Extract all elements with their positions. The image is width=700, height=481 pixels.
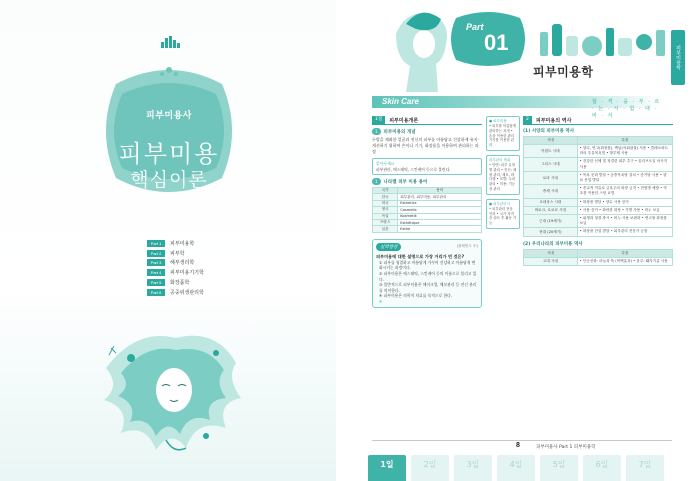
part-number: 01: [484, 30, 509, 55]
table-cell: 피부관리, 피부미용, 피부관리: [398, 194, 482, 200]
part-item: [147, 249, 204, 258]
table-cell: 독일: [373, 213, 398, 219]
table-cell: Esthétique: [398, 219, 482, 225]
section-header: [372, 116, 482, 125]
part-item: [147, 239, 204, 248]
subsection-title: 피부미용의 개념: [383, 129, 416, 135]
quiz-option: ② 피부미용은 에스테틱, 스킨케어 등의 이름으로 불리고 있다.: [379, 270, 477, 282]
side-note: [486, 199, 520, 229]
quiz-frequency: (출제빈도 中): [456, 244, 478, 249]
part-name: 화장품학: [170, 279, 190, 286]
table-cell: 일본: [373, 226, 398, 232]
table-cell: 프랑스: [373, 219, 398, 225]
cover-label: 피부미용사: [146, 111, 192, 121]
table-row: [524, 215, 673, 228]
quiz-option: ③ 일반적으로 피부미용은 메이크업, 체모관리 등 전신 관리를 의미한다.: [379, 282, 477, 293]
skin-care-ribbon: [372, 96, 662, 119]
tip-box: [372, 158, 482, 175]
table-cell: 미국: [373, 200, 398, 206]
part-item: [147, 288, 204, 297]
history-subtitle: (2) 우리나라의 피부미용 역사: [523, 241, 583, 247]
subsection-badge: 1: [372, 128, 381, 135]
tip-text: 피부관리, 에스테틱, 스킨케어 등으로 불린다.: [376, 167, 451, 172]
tab-day-3[interactable]: 3일: [454, 455, 492, 481]
table-cell: Kosmetik: [398, 213, 482, 219]
part-tag: Part 4: [147, 269, 165, 276]
table-cell: 영국: [373, 207, 398, 213]
desc-cell: • 화장품 산업 발달 • 피부관리 전문가 등장: [577, 228, 672, 236]
side-note-title: ● 피부관리사: [489, 201, 511, 206]
quiz-question: 피부미용에 대한 설명으로 가장 거리가 먼 것은?: [376, 253, 465, 259]
tip-title: 알아두세요: [376, 161, 395, 166]
right-content-page: [356, 0, 700, 481]
part-tag: Part 1: [147, 240, 165, 247]
table-header-row: [524, 137, 673, 145]
desc-cell: • 화장품 발달 • 향수 사용 증가: [577, 198, 672, 206]
side-note: [486, 116, 520, 151]
side-note-text: • 안면: 피부 유형별 관리 • 전신: 체형 관리, 제모, 바디랩 • 모발: 두피 관리 • 미용: 기능성 관리: [489, 162, 517, 191]
section-number: 1절: [372, 116, 385, 124]
subsection-header: [372, 128, 482, 135]
table-row: [524, 206, 673, 214]
tab-day-6[interactable]: 6일: [583, 455, 621, 481]
chapter-header: [366, 0, 700, 92]
side-note-title: ● 피부미용: [489, 119, 507, 123]
subsection-header: [372, 178, 482, 185]
era-cell: 로마 시대: [524, 171, 578, 184]
tab-day-5[interactable]: 5일: [540, 455, 578, 481]
table-row: [524, 228, 673, 236]
page-body: [372, 116, 672, 436]
part-tag: Part 6: [147, 289, 165, 296]
woman-hair-illustration: [96, 308, 246, 458]
side-notes-column: [486, 116, 520, 233]
desc-cell: • 종교적 이유로 금욕주의 화장 금지 • 전염병 예방 • 약초를 이용한 스팀 요법: [577, 185, 672, 198]
tab-day-7[interactable]: 7일: [626, 455, 664, 481]
section-title: 피부미용의 역사: [535, 117, 572, 124]
desc-cell: • 향수, 연고(화장품), 백납(석회광물) 사용 • 클레오파트라의 우유목욕법 • 방부제 사용: [577, 145, 672, 158]
section-header: [523, 116, 673, 125]
quiz-badge: 실력향상: [376, 243, 401, 251]
part-name: 피부미용학: [170, 240, 195, 247]
table-row: [524, 158, 673, 171]
table-header: 시대: [524, 137, 578, 145]
ribbon-text: Skin Care: [382, 97, 419, 106]
quiz-header: [376, 243, 478, 251]
table-header: 국가: [373, 188, 398, 194]
quiz-option: ④ 피부미용은 의학적 치료를 목적으로 한다.: [379, 293, 452, 299]
era-cell: 이집트 시대: [524, 145, 578, 158]
chapter-title: 피부미용학: [533, 65, 594, 79]
parts-list: [147, 239, 204, 298]
part-name: 공중위생관리학: [170, 289, 204, 296]
desc-cell: • 사용 증가 • 화려한 화장 • 가발 사용 • 비누 보급: [577, 206, 672, 214]
era-cell: 현대 (20세기): [524, 228, 578, 236]
part-name: 피부미용기기학: [170, 270, 204, 277]
side-note-text: • 피부관리 전문 인력 • 국가 자격증 취득 후 활동 가능: [489, 206, 517, 226]
table-row: [524, 145, 673, 158]
left-cover-page: [0, 0, 336, 481]
table-cell: Esthe: [398, 226, 482, 232]
vertical-chapter-tab: 피부미용학: [671, 30, 685, 85]
subsection-title: 나라별 피부 미용 용어: [383, 179, 428, 185]
part-name: 피부학: [170, 250, 185, 257]
table-row: [524, 198, 673, 206]
history-subtitle: (1) 서양의 피부미용 역사: [523, 129, 575, 134]
equalizer-logo-icon: [161, 36, 183, 48]
page-number: 8: [516, 442, 520, 449]
section-title: 피부미용개론: [389, 117, 419, 124]
terms-table: [372, 187, 482, 233]
part-item: [147, 259, 204, 268]
cover-title: 피부미용: [118, 140, 220, 168]
table-header: 특징: [577, 137, 672, 145]
side-note-title: 피부관리 범위: [489, 157, 511, 162]
subsection-badge: 1: [372, 178, 381, 185]
footer-divider: [372, 440, 672, 441]
concept-paragraph: 두발을 제외한 얼굴과 전신의 피부를 아름답고 건강하게 유지·개선하기 위하여 손이나 기기, 화장품을 이용하여 관리하는 과정: [372, 137, 479, 154]
tab-day-2[interactable]: 2일: [411, 455, 449, 481]
main-column-left: [372, 116, 482, 308]
era-cell: 고대 시대: [524, 257, 578, 265]
desc-cell: • 건강한 신체 및 청결한 피부 추구 • 올리브오일 마사지 사용: [577, 158, 672, 171]
era-cell: 르네상스 시대: [524, 198, 578, 206]
era-cell: 그리스 시대: [524, 158, 578, 171]
section-number: 2: [523, 116, 532, 124]
table-header-row: [524, 249, 673, 257]
woman-illustration: [386, 4, 456, 92]
cosmetics-decoration: [536, 16, 676, 60]
part-name: 해부생리학: [170, 260, 195, 267]
part-item: [147, 278, 204, 287]
part-word: Part: [466, 22, 484, 32]
desc-cell: • 목욕 문화 발달 • 공중목욕탕 설치 • 증기탕 사용 • 향료 산업 발달: [577, 171, 672, 184]
tab-day-4[interactable]: 4일: [497, 455, 535, 481]
table-header: 용어: [398, 188, 482, 194]
part-tag: Part 3: [147, 259, 165, 266]
quiz-option: ① 피부를 청결하고 아름답게 가꾸어 건강하고 아름답게 변화시키는 과정이다.: [379, 259, 476, 271]
western-history-table: [523, 136, 673, 237]
cover-subtitle: 핵심이론: [130, 169, 208, 191]
tab-day-1[interactable]: 1일: [368, 455, 406, 481]
table-row: [524, 257, 673, 265]
day-tab-strip: [368, 455, 700, 481]
ribbon-tagline: 합 · 격 · 을 · 부 · 르 · 는 · 시 · 험 · 대 · 비 · 서: [592, 99, 661, 119]
table-header: 특징: [577, 249, 672, 257]
cover-title-shape: [96, 64, 242, 198]
main-column-right: [523, 116, 673, 266]
korean-history-table: [523, 249, 673, 266]
table-header: 시대: [524, 249, 578, 257]
era-cell: 근대 (19세기): [524, 215, 578, 228]
quiz-answer: ④: [379, 298, 383, 304]
table-row: [524, 171, 673, 184]
footer-text: 피부미용사 Part 1 피부미용학: [536, 445, 596, 450]
part-item: [147, 268, 204, 277]
desc-cell: • 단군신화: 마늘과 쑥 (미백효과) • 읍루: 돼지기름 사용: [577, 257, 672, 265]
part-tag: Part 2: [147, 250, 165, 257]
side-note: [486, 155, 520, 195]
table-cell: 한국: [373, 194, 398, 200]
table-cell: Esthetics: [398, 200, 482, 206]
table-row: [373, 226, 482, 232]
era-cell: 중세 시대: [524, 185, 578, 198]
part-tag: Part 5: [147, 279, 165, 286]
era-cell: 바로크, 로코코 시대: [524, 206, 578, 214]
side-note-text: • 피부를 아름답게 관리하는 과정 • 손을 이용한 관리 기기를 이용한 관리: [489, 124, 517, 148]
table-cell: Cosmetic: [398, 207, 482, 213]
quiz-box: [372, 239, 482, 309]
desc-cell: • 위생과 청결 중시 • 비누 사용 보편화 • 연고형 화장품 보급: [577, 215, 672, 228]
table-row: [524, 185, 673, 198]
